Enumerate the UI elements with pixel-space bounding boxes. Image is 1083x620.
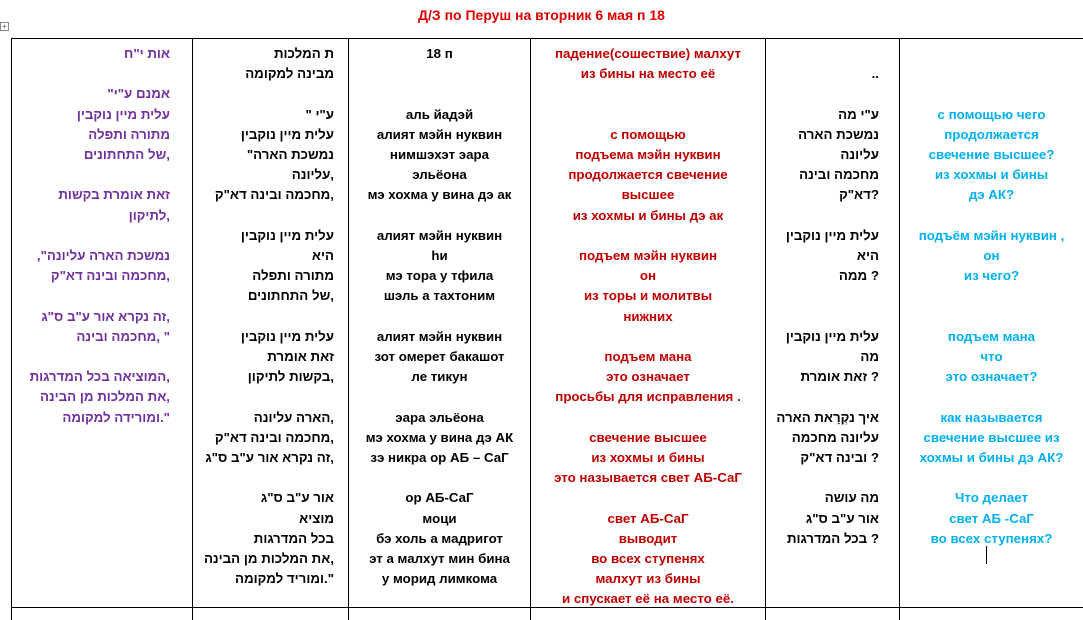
table-cell-empty[interactable] [193,608,349,620]
table-row [12,39,1083,608]
cell-text-hebrew-source: אות י"ח אמנם ע"י" עלית מיין נוקבין מתורה ותפלה ,של התחתונים זאת אומרת בקשות ,לתיקון נמשכת הארה עליונה", ,מחכמה ובינה דא"ק ,זה נקרא אור ע"ב ס"ג " ,מחכמה ובינה ,המוציאה בכל המדרגות ,את המלכות מן הבינה ".ומורידה למקומה [12,39,192,607]
table-cell-empty[interactable] [349,608,531,620]
table-cell-empty[interactable] [766,608,900,620]
table-move-handle-icon[interactable]: + [0,22,9,31]
cell-text-russian-translation: падение(сошествие) малхут из бины на место её с помощью подъема мэйн нуквин продолжается свечение высшее из хохмы и бины дэ ак подъем мэйн нуквин он из торы и молитвы нижних подъем мана это означает просьбы для исправления . свечение высшее из хохмы и бины это называется свет АБ-СаГ свет АБ-СаГ выводит во всех ступенях малхут из бины и спускает её на место её. [531,39,765,607]
table-row [12,608,1083,620]
table-cell-empty[interactable] [12,608,193,620]
table-cell-empty[interactable] [900,608,1083,620]
table-cell-col3[interactable] [349,39,531,608]
table-cell-col1[interactable] [12,39,193,608]
table-cell-col2[interactable] [193,39,349,608]
document-title: Д/З по Перуш на вторник 6 мая п 18 [0,7,1083,23]
lesson-table [11,38,1083,620]
text-cursor [986,546,987,564]
cell-text-hebrew-questions: .. ע"י מה נמשכת הארה עליונה מחכמה ובינה ?דא"ק עלית מיין נוקבין היא ? ממה עלית מיין נוקבין מה ? זאת אומרת איך נקְרָאת הארה עליונה מחכמה ? ובינה דא"ק מה עושה אור ע"ב ס"ג ? בכל המדרגות [766,39,899,607]
cell-text-transliteration: 18 п аль йадэй алият мэйн нуквин нимшэхэт эара эльёона мэ хохма у вина дэ ак алият мэйн нуквин hи мэ тора у тфила шэль а тахтоним алият мэйн нуквин зот омерет бакашот ле тикун эара эльёона мэ хохма у вина дэ АК зэ никра ор АБ – СаГ ор АБ-СаГ моци бэ холь а мадригот эт а малхут мин бина у морид лимкома [349,39,530,607]
table-cell-col4[interactable] [531,39,766,608]
table-cell-col5[interactable] [766,39,900,608]
table-cell-col6[interactable] [900,39,1083,608]
cell-text-hebrew-split: ת המלכות מבינה למקומה ע"י " עלית מיין נוקבין נמשכת הארה" ,עליונה ,מחכמה ובינה דא"ק עלית מיין נוקבין היא מתורה ותפלה ,של התחתונים עלית מיין נוקבין זאת אומרת ,בקשות לתיקון ,הארה עליונה ,מחכמה ובינה דא"ק ,זה נקרא אור ע"ב ס"ג אור ע"ב ס"ג מוציא בכל המדרגות ,את המלכות מן הבינה ".ומוריד למקומה [193,39,348,607]
cell-text-russian-questions: с помощью чего продолжается свечение высшее? из хохмы и бины дэ АК? подъём мэйн нуквин , он из чего? подъем мана что это означает? как называется свечение высшее из хохмы и бины дэ АК? Что делает свет АБ -СаГ во всех ступенях? [900,39,1083,607]
